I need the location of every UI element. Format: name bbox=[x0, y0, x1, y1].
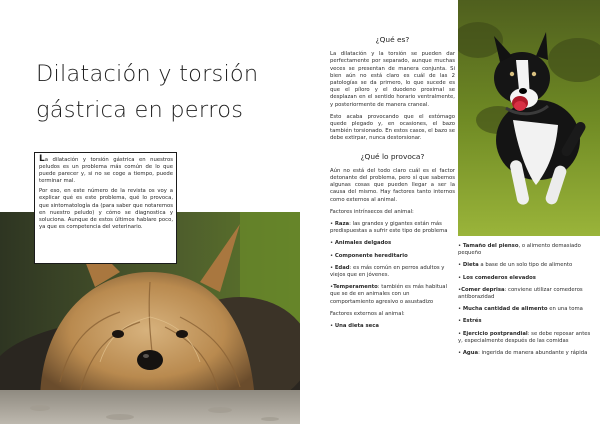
list-item: • Agua: ingerida de manera abundante y rápida bbox=[458, 350, 588, 357]
heading-que-lo-provoca: ¿Qué lo provoca? bbox=[360, 151, 425, 161]
list-item: • Los comederos elevados bbox=[458, 274, 536, 281]
right-column-2 bbox=[458, 243, 592, 362]
intro-p1-text: a dilatación y torsión gástrica en nuestros peludos es un problema más común de lo que puede parecer y, si no se coge a tiempo, puede terminar mal. bbox=[39, 157, 173, 185]
que-es-paragraph-1: La dilatación y la torsión se pueden dar perfectamente por separado, aunque muchas veces se presentan de manera conjunta. Si bien aún no está claro es cuál de las 2 patologías se da primero, lo que sucede es que el píloro y el duodeno proximal se desplazan en el sentido horario ventralmente, y posteriormente de manera craneal. bbox=[330, 51, 455, 108]
list-item: • Tamaño del pienso, o alimento demasiado pequeño bbox=[458, 243, 581, 257]
list-item: • Mucha cantidad de alimento en una toma bbox=[458, 306, 583, 313]
right-column-1 bbox=[330, 36, 455, 335]
heading-que-es: ¿Qué es? bbox=[375, 35, 410, 44]
list-item: •Temperamento: también es más habitual que se de en animales con un comportamiento agresivo o asustadizo bbox=[330, 284, 448, 305]
extrinsic-label: Factores externos al animal: bbox=[330, 310, 405, 317]
drop-cap: L bbox=[39, 154, 45, 164]
que-es-paragraph-2: Esto acaba provocando que el estómago quede plegado y, en ocasiones, el bazo también torsionado. En estos casos, el bazo se debe extirpar, nunca destorsionar. bbox=[330, 113, 455, 142]
intrinsic-label: Factores intrínsecos del animal: bbox=[330, 208, 414, 215]
provoca-paragraph-1: Aún no está del todo claro cuál es el factor detonante del problema, pero sí que sabemos algunas cosas que pueden llegar a ser la causa del mismo. Hay factores tanto internos como externos al animal. bbox=[330, 167, 455, 203]
intro-paragraph-1 bbox=[39, 156, 173, 185]
list-item: • Una dieta seca bbox=[330, 323, 379, 330]
list-item: • Dieta a base de un solo tipo de alimento bbox=[458, 262, 573, 269]
list-item: • Estrés bbox=[458, 318, 482, 325]
list-item: • Raza: las grandes y gigantes están más predispuestas a sufrir este tipo de problema bbox=[330, 221, 448, 235]
list-item: • Componente hereditario bbox=[330, 252, 408, 259]
list-item: • Animales delgados bbox=[330, 240, 392, 247]
intro-box bbox=[34, 152, 177, 264]
article-title: Dilatación y torsión gástrica en perros bbox=[36, 61, 259, 123]
border-collie-photo bbox=[458, 0, 600, 236]
list-item: • Edad: es más común en perros adultos y viejos que en jóvenes. bbox=[330, 264, 445, 279]
intrinsic-list bbox=[330, 221, 455, 306]
list-item: •Comer deprisa: conviene utilizar comederos antiborazidad bbox=[458, 286, 583, 301]
list-item: • Ejercicio postprandial: se debe reposar antes y, especialmente después de las comidas bbox=[458, 330, 591, 344]
intro-paragraph-2: Por eso, en este número de la revista os voy a explicar qué es este problema, qué lo provoca, que sintomatología da (para saber que notaremos en nuestro peludo) y cómo se diagnostica y soluciona. Aunque de estos últimos hablare poco, ya que es competencia del veterinario. bbox=[39, 188, 173, 230]
